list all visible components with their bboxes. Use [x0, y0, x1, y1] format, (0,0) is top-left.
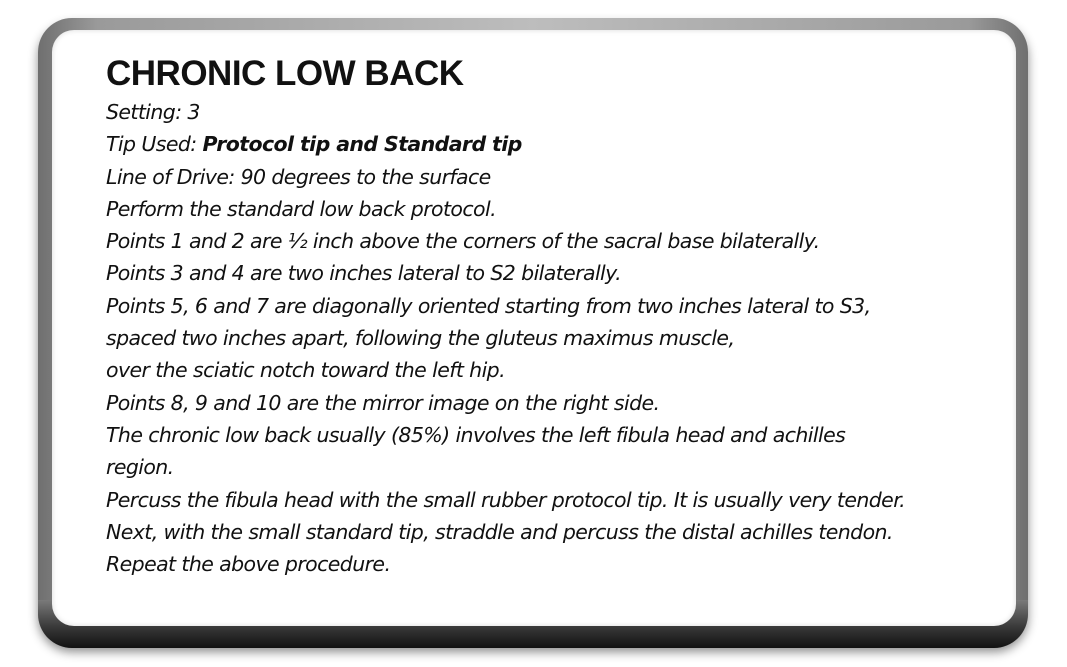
instruction-line: Points 3 and 4 are two inches lateral to S2 bilaterally.: [106, 261, 622, 286]
instruction-line: Points 1 and 2 are ½ inch above the corners of the sacral base bilaterally.: [106, 229, 820, 254]
tip-used-value: Protocol tip and Standard tip: [202, 132, 522, 157]
tip-used-label: Tip Used:: [106, 132, 203, 157]
card-title: CHRONIC LOW BACK: [106, 54, 464, 93]
instruction-line: Points 8, 9 and 10 are the mirror image on the right side.: [106, 390, 660, 415]
instruction-line: Perform the standard low back protocol.: [106, 196, 496, 221]
setting-line: Setting: 3: [106, 100, 200, 124]
instruction-line: Next, with the small standard tip, straddle and percuss the distal achilles tendon.: [106, 519, 893, 544]
instruction-line: region.: [106, 455, 174, 480]
instruction-line: spaced two inches apart, following the gluteus maximus muscle,: [106, 326, 735, 351]
instruction-line: The chronic low back usually (85%) involves the left fibula head and achilles: [106, 422, 846, 447]
instruction-line: over the sciatic notch toward the left hip.: [106, 358, 505, 383]
card-content: [106, 52, 1026, 580]
instruction-line: Percuss the fibula head with the small rubber protocol tip. It is usually very tender.: [106, 487, 906, 512]
instruction-line: Line of Drive: 90 degrees to the surface: [106, 164, 491, 189]
instruction-line: Repeat the above procedure.: [106, 552, 391, 577]
instruction-line: Points 5, 6 and 7 are diagonally oriented starting from two inches lateral to S3,: [106, 293, 871, 318]
tip-used-line: [106, 128, 1026, 160]
